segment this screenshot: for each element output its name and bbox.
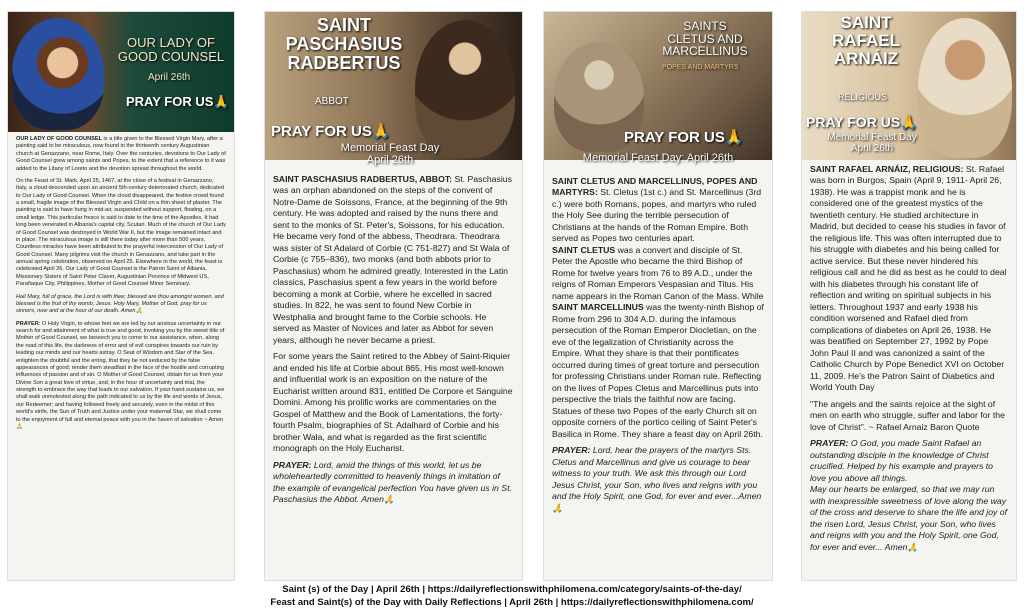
card-body [802, 160, 1016, 562]
banner-rafael [802, 12, 1016, 160]
prayer-paragraph [273, 460, 514, 506]
rafael-portrait-image [918, 18, 1012, 158]
paragraph: On the Feast of St. Mark, April 25, 1467, at the close of a festival in Genazzano, Italy, a cloud descended upon an ancient 5th-century deteriorated church, dedicated to Our Lady of Good Counsel. When the cloud disappeared, the festive crowd found a small, fragile image of the Blessed Virgin and Child on a thin sheet of plaster. The painting is said to have hung in mid-air, suspended without support, floating, on a small ledge. This particular fresco is said to date to the time of the Apostles. It had long been venerated in Albania's capital city, Scutari. Much of the church of Our Lady of Good Counsel was destroyed in World War II, but the image remained intact and in place. The miraculous image is still there today after more than 500 years. Countless miracles have been attributed to the prayerful intercession of Our Lady of Good Counsel. Many pilgrims visit the church in Genazzano, and take part in the annual spring celebration, observed on April 25. Elsewhere in the world, the feast is celebrated April 26. Our Lady of Good Counsel is the Patron Saint of Albania, Missionary Sisters of Saint Peter Claver, Augustinian Province of Midwest US, Parañaque City, Philippines, Mother of Good Counsel Minor Seminary. [16, 177, 226, 288]
paragraph [16, 136, 226, 173]
lead-text: SAINT PASCHASIUS RADBERTUS, ABBOT: [273, 174, 453, 184]
card-paschasius-radbertus [265, 12, 522, 580]
paragraph-text: St. Paschasius was an orphan abandoned on the steps of the convent of Notre-Dame de Soissons, France, at the beginning of the 9th century. He was adopted and raised by the nuns there and sent to the monks of St. Peter's, Soissons, for his education. He became very fond of the abbess, Theodrara. Theodrara was sister of St Adalard of Corbie (C 751-827) and St Wala of Corbie (c 755–836), two monks (and both abbots prior to Paschasius) whom he admired greatly. Interested in the Latin classics, Paschasius spent a few years in the world before becoming a monk at Corbie, where he excelled in sacred studies. In 822, he was sent to found New Corbie in Westphalia and brought fame to the Corbie schools. He served as Master of Novices and later as Abbot for seven years, although he never became a priest. [273, 174, 512, 345]
prayer-paragraph [810, 438, 1008, 553]
memo-wrap [544, 152, 772, 166]
banner-pray: PRAY FOR US🙏 [624, 129, 744, 146]
quote-paragraph: "The angels and the saints rejoice at the sight of men on earth who struggle, suffer and labor for the love of Christ". ~ Rafael Arnaiz Baron Quote [810, 398, 1005, 432]
lead-text: SAINT MARCELLINUS [552, 302, 644, 313]
banner-title: SAINT PASCHASIUS RADBERTUS [285, 15, 403, 73]
monk-portrait-image [415, 20, 515, 158]
paragraph-text: St. Cletus (1st c.) and St. Marcellinus (3rd c.) were both Romans, popes, and martyrs who ruled the Holy See during the terrible persecution of Christians at the hands of the Roman Empire. Both served as Popes two centuries apart. [552, 187, 762, 244]
hail-mary-prayer: Hail Mary, full of grace, the Lord is with thee; blessed are thou amongst women, and blessed is the fruit of thy womb, Jesus. Holy Mary, Mother of God, pray for us sinners, now and at the hour of our death. Amen🙏 [16, 293, 224, 315]
banner-cletus [544, 12, 772, 160]
banner-subtitle: RELIGIOUS [838, 92, 888, 102]
footer-line-2: Feast and Saint(s) of the Day with Daily Reflections | April 26th | https://dailyreflectionswithphilomena.com/ [270, 597, 754, 608]
banner-title: OUR LADY OF GOOD COUNSEL [117, 35, 225, 64]
banner-paschasius [265, 12, 522, 160]
card-rafael-arnaiz [802, 12, 1016, 580]
card-cletus-marcellinus [544, 12, 772, 580]
banner-memorial: Memorial Feast Day April 26th [340, 142, 440, 167]
banner-pray: PRAY FOR US🙏 [806, 114, 918, 130]
prayer-label: PRAYER [16, 320, 39, 327]
paragraph: For some years the Saint retired to the Abbey of Saint-Riquier and ended his life at Corbie about 865. His most well-known and influential work is an exposition on the nature of the Eucharist written around 831, entitled De Corpore et Sanguine Domini. Among his prolific works are commentaries on the Gospel of Matthew and the Book of Lamentations, the forty-fourth Psalm, biographies of St. Adalhard of Corbie and his brother Wala, and what is regarded as the first scientific monograph on the Holy Eucharist. [273, 351, 513, 454]
lead-text: SAINT CLETUS AND MARCELLINUS, POPES AND MARTYRS: [552, 176, 758, 198]
prayer-paragraph [552, 445, 764, 514]
lead-text: SAINT CLETUS [552, 244, 616, 255]
banner-pray: PRAY FOR US🙏 [271, 123, 391, 140]
prayer-label: PRAYER: [273, 459, 312, 470]
banner-title: SAINT RAFAEL ARNÁIZ [832, 13, 900, 68]
paragraph [810, 164, 1008, 394]
footer-line-1: Saint (s) of the Day | April 26th | https://dailyreflectionswithphilomena.com/category/saints-of-the-day/ [282, 584, 742, 595]
banner-date: April 26th [148, 72, 191, 83]
card-body [265, 170, 522, 515]
prayer-text: Lord, hear the prayers of the martyrs Sts. Cletus and Marcellinus and give us courage to bear witness to your truth. We ask this through our Lord Jesus Christ, your Son, who lives and reigns with you and the Holy Spirit, one God, for ever and ever...Amen🙏 [552, 445, 762, 513]
paragraph-text: St. Rafael was born in Burgos, Spain (April 9, 1911- April 26, 1938). He was a trappist monk and he is considered one of the greatest mystics of the twentieth century. He studied architecture in Madrid, but decided to cease his studies in favor of the religious life. This was often interrupted due to his struggle with diabetes and his being called for active service. But these never hindered his religious call and he did as best as he could to deal with his diabetes through his constant life of reflection and writing on spiritual subjects in his letters. Throughout 1937 and early 1938 his condition worsened and Rafael died from complications of diabetes on April 26, 1938. He was beatified on September 27, 1992 by Pope John Paul II and was canonized a saint of the Catholic Church by Pope Benedict XVI on October 11, 2009. He's the Patron Saint of Diabetics and World Youth Day [810, 164, 1007, 393]
banner-our-lady [8, 12, 234, 132]
prayer-label: PRAYER: [810, 438, 849, 449]
banner-title: SAINTS CLETUS AND MARCELLINUS [662, 19, 748, 59]
prayer-text: Lord, amid the things of this world, let us be wholeheartedly committed to heavenly things in imitation of the example of evangelical perfection You have given us in St. Paschasius the Abbot. Amen🙏 [273, 459, 512, 505]
paragraph [273, 174, 514, 346]
paragraph-text: was the twenty-ninth Bishop of Rome from 296 to 304 A.D. during the infamous persecution of the Roman Emperor Diocletian, on the eve of the legalization of Christianity across the Empire. What they share is that their pontificates occurred during times of great torture and persecution for professing Christians under Roman rule. Reflecting on the lives of Popes Cletus and Marcellinus puts into perspective the trials the faithful now are facing. Statues of these two Popes of the early Church sit on opposite corners of the portico ceiling of Saint Peter's Basilica in Rome. They share a feast day on April 26th. [552, 302, 764, 439]
banner-memorial: Memorial Feast Day: April 26th [582, 152, 734, 164]
memo-wrap [265, 142, 522, 167]
lead-text: SAINT RAFAEL ARNÁIZ, RELIGIOUS: [810, 164, 964, 174]
card-body [544, 172, 772, 523]
banner-subtitle: POPES AND MARTYRS [662, 64, 739, 71]
paragraph [552, 176, 764, 440]
prayer-text: : O Holy Virgin, to whose feet we are led by our anxious uncertainty in our search for and attainment of what is true and good, invoking you by the sweet title of Mother of Good Counsel, we beseech you to come to our assistance, when, along the road of this life, the darkness of error and of evil conspires towards our ruin by leading our minds and our hearts astray. O Seat of Wisdom and Star of the Sea, enlighten the doubtful and the erring, that they be not seduced by the false appearances of good; render them steadfast in the face of the hostile and corrupting influences of passion and of sin. O Mother of Good Counsel, obtain for us from your Divine Son a great love of virtue, and, in the hour of uncertainty and trial, the strength to embrace the way that leads to our salvation. If your hand sustains us, we shall walk unmolested along the path indicated to us by the life and words of Jesus, our Redeemer; and having followed freely and securely, even in the midst of this world's strife, the Sun of Truth and Justice under your maternal Star, we shall come to the enjoyment of full and eternal peace with you in the haven of salvation ~ Amen🙏 [16, 320, 225, 430]
banner-pray: PRAY FOR US🙏 [126, 94, 230, 109]
card-body [8, 132, 234, 440]
banner-memorial: Memorial Feast Day April 26th [827, 132, 917, 154]
lead-text: OUR LADY OF GOOD COUNSEL [16, 136, 102, 142]
paragraph-text: is a title given to the Blessed Virgin Mary, after a painting said to be miraculous, now found in the thirteenth century Augustinian church at Genazzano, near Rome, Italy. Over the centuries, devotions to Our Lady of Good Counsel grew among saints and Popes, to the extent that a reference to it was added to the Litany of Loreto and the devotion spread throughout the world. [16, 136, 226, 172]
card-our-lady-of-good-counsel [8, 12, 234, 580]
prayer-label: PRAYER: [552, 445, 591, 456]
paragraph-text: was a convert and disciple of St. Peter the Apostle who became the third Bishop of Rome for twelve years from 76 to 89 A.D., under the reigns of Roman Emperors Vespasian and Titus. His name appears in the Roman Canon of the Mass. While [552, 244, 764, 301]
banner-subtitle: ABBOT [315, 96, 349, 107]
madonna-image [12, 18, 104, 130]
prayer-paragraph [16, 321, 226, 432]
prayer-text: O God, you made Saint Rafael an outstanding disciple in the knowledge of Christ crucified. Helped by his example and prayers to love you above all things. May our hearts be enlarged, so that we may run with inexpressible sweetness of love along the way of the cross and deserve to share the life and joy of the risen Lord, Jesus Christ, your Son, who lives and reigns with you and the Holy Spirit, one God, for ever and ever... Amen🙏 [810, 438, 1008, 552]
